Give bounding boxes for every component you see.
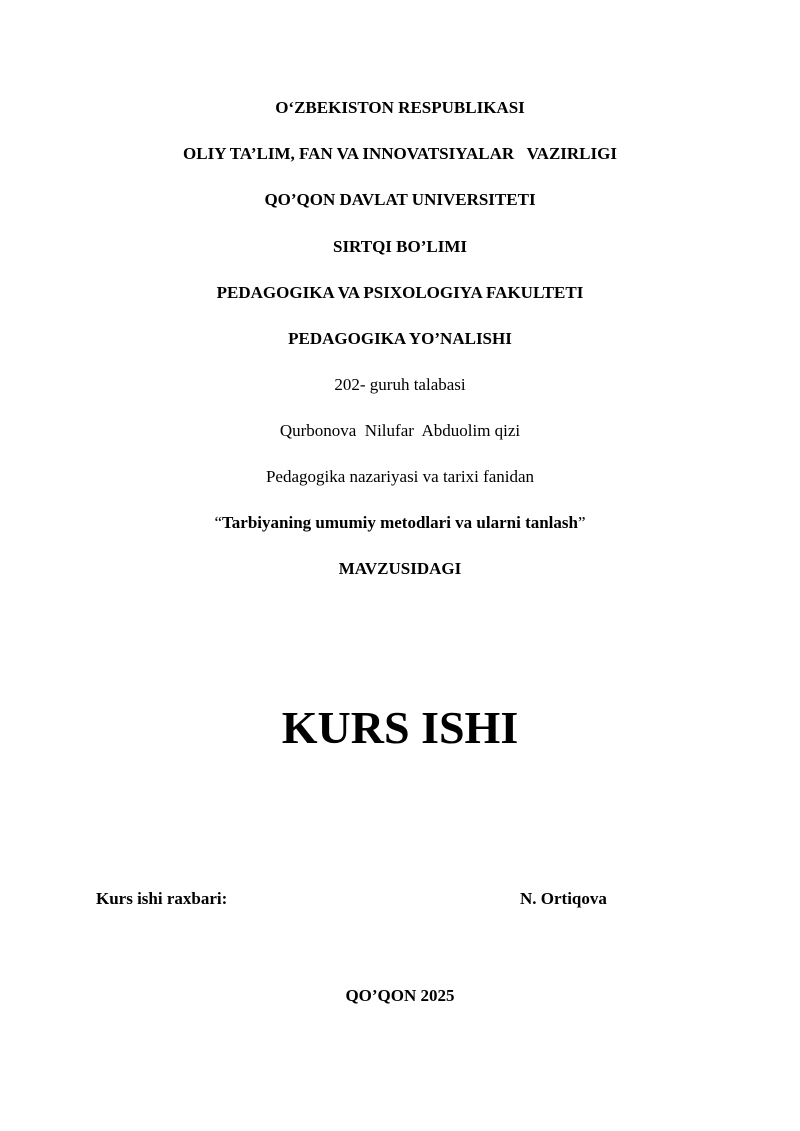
- university-heading: QO’QON DAVLAT UNIVERSITETI: [264, 190, 536, 209]
- topic-text: Tarbiyaning umumiy metodlari va ularni tanlash: [222, 513, 578, 532]
- faculty-heading: PEDAGOGIKA VA PSIXOLOGIYA FAKULTETI: [216, 283, 584, 302]
- topic-suffix: MAVZUSIDAGI: [338, 559, 462, 578]
- subject-line: Pedagogika nazariyasi va tarixi fanidan: [265, 467, 535, 486]
- student-name: Qurbonova Nilufar Abduolim qizi: [279, 421, 521, 440]
- topic-open-quote: “: [214, 513, 223, 532]
- topic-close-quote: ”: [577, 513, 586, 532]
- supervisor-name: N. Ortiqova: [520, 889, 607, 908]
- supervisor-label: Kurs ishi raxbari:: [96, 889, 228, 908]
- place-year: QO’QON 2025: [345, 986, 455, 1005]
- topic-line: [0, 513, 800, 533]
- direction-heading: PEDAGOGIKA YO’NALISHI: [288, 329, 512, 348]
- document-title: KURS ISHI: [281, 702, 519, 753]
- republic-heading: O‘ZBEKISTON RESPUBLIKASI: [275, 98, 525, 117]
- department-heading: SIRTQI BO’LIMI: [332, 237, 468, 256]
- student-group: 202- guruh talabasi: [334, 375, 466, 394]
- ministry-heading: OLIY TA’LIM, FAN VA INNOVATSIYALAR VAZIRLIGI: [183, 144, 617, 163]
